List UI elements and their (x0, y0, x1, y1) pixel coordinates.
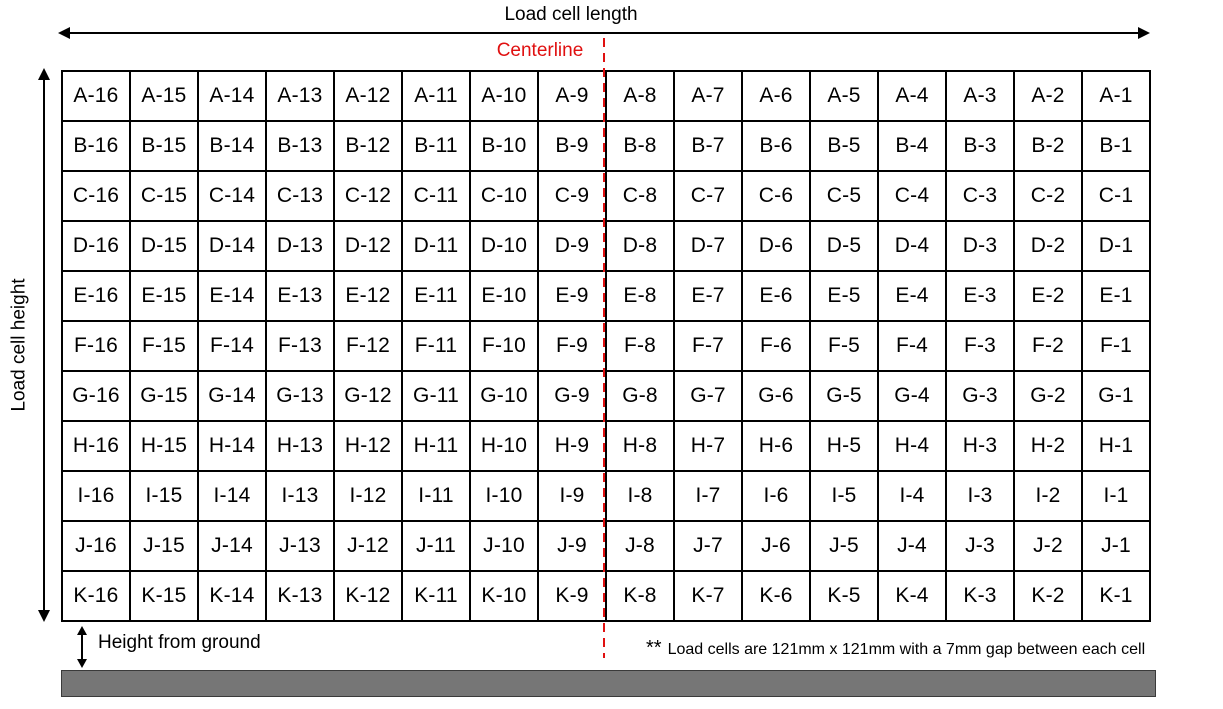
load-cell: D-2 (1014, 221, 1082, 271)
load-cell: I-10 (470, 471, 538, 521)
load-cell: I-15 (130, 471, 198, 521)
load-cell: J-6 (742, 521, 810, 571)
load-cell: B-1 (1082, 121, 1150, 171)
load-cell: J-11 (402, 521, 470, 571)
load-cell: E-5 (810, 271, 878, 321)
load-cell: B-13 (266, 121, 334, 171)
load-cell: H-1 (1082, 421, 1150, 471)
load-cell: K-8 (606, 571, 674, 621)
ground-bar (61, 670, 1156, 697)
load-cell: G-8 (606, 371, 674, 421)
load-cell: E-11 (402, 271, 470, 321)
load-cell: C-4 (878, 171, 946, 221)
load-cell: C-13 (266, 171, 334, 221)
load-cell: A-16 (62, 71, 130, 121)
load-cell: G-15 (130, 371, 198, 421)
load-cell: B-15 (130, 121, 198, 171)
centerline-label: Centerline (496, 40, 584, 61)
load-cell: C-1 (1082, 171, 1150, 221)
load-cell: H-10 (470, 421, 538, 471)
load-cell: I-1 (1082, 471, 1150, 521)
load-cell: K-12 (334, 571, 402, 621)
load-cell: I-14 (198, 471, 266, 521)
load-cell: E-8 (606, 271, 674, 321)
load-cell: F-9 (538, 321, 606, 371)
load-cell: F-11 (402, 321, 470, 371)
load-cell: A-7 (674, 71, 742, 121)
load-cell: G-9 (538, 371, 606, 421)
load-cell: I-9 (538, 471, 606, 521)
load-cell: G-1 (1082, 371, 1150, 421)
load-cell: K-6 (742, 571, 810, 621)
load-cell: A-6 (742, 71, 810, 121)
load-cell: A-2 (1014, 71, 1082, 121)
load-cell: B-6 (742, 121, 810, 171)
load-cell: I-12 (334, 471, 402, 521)
height-double-arrow (36, 68, 52, 622)
load-cell: F-16 (62, 321, 130, 371)
load-cell: J-14 (198, 521, 266, 571)
load-cell: A-13 (266, 71, 334, 121)
load-cell: A-1 (1082, 71, 1150, 121)
load-cell: B-12 (334, 121, 402, 171)
load-cell: C-6 (742, 171, 810, 221)
load-cell: C-5 (810, 171, 878, 221)
load-cell: H-8 (606, 421, 674, 471)
load-cell: A-9 (538, 71, 606, 121)
load-cell: B-3 (946, 121, 1014, 171)
load-cell: G-14 (198, 371, 266, 421)
load-cell: H-14 (198, 421, 266, 471)
load-cell: K-15 (130, 571, 198, 621)
load-cell: F-1 (1082, 321, 1150, 371)
load-cell: H-4 (878, 421, 946, 471)
load-cell: J-10 (470, 521, 538, 571)
load-cell: D-13 (266, 221, 334, 271)
load-cell: H-13 (266, 421, 334, 471)
load-cell: D-14 (198, 221, 266, 271)
load-cell: F-10 (470, 321, 538, 371)
load-cell: B-4 (878, 121, 946, 171)
load-cell: E-3 (946, 271, 1014, 321)
load-cell: G-12 (334, 371, 402, 421)
load-cell: E-9 (538, 271, 606, 321)
load-cell: I-11 (402, 471, 470, 521)
load-cell: K-3 (946, 571, 1014, 621)
load-cell: C-16 (62, 171, 130, 221)
load-cell: E-1 (1082, 271, 1150, 321)
load-cell: J-8 (606, 521, 674, 571)
load-cell: D-9 (538, 221, 606, 271)
load-cell: I-16 (62, 471, 130, 521)
load-cell: D-10 (470, 221, 538, 271)
load-cell: H-6 (742, 421, 810, 471)
load-cell: I-4 (878, 471, 946, 521)
load-cell: C-10 (470, 171, 538, 221)
load-cell: F-8 (606, 321, 674, 371)
load-cell: K-14 (198, 571, 266, 621)
load-cell: G-11 (402, 371, 470, 421)
load-cell: B-2 (1014, 121, 1082, 171)
load-cell: E-16 (62, 271, 130, 321)
load-cell: C-3 (946, 171, 1014, 221)
load-cell: J-12 (334, 521, 402, 571)
load-cell: J-9 (538, 521, 606, 571)
load-cell-height-label-wrap (4, 70, 36, 620)
footnote (646, 637, 1145, 660)
load-cell: H-11 (402, 421, 470, 471)
load-cell: C-2 (1014, 171, 1082, 221)
load-cell: G-4 (878, 371, 946, 421)
load-cell: C-11 (402, 171, 470, 221)
load-cell: F-5 (810, 321, 878, 371)
load-cell: C-8 (606, 171, 674, 221)
load-cell: F-6 (742, 321, 810, 371)
load-cell: F-4 (878, 321, 946, 371)
load-cell: B-8 (606, 121, 674, 171)
load-cell: A-10 (470, 71, 538, 121)
load-cell: E-14 (198, 271, 266, 321)
load-cell: A-12 (334, 71, 402, 121)
load-cell-height-label: Load cell height (9, 278, 31, 412)
load-cell: B-7 (674, 121, 742, 171)
height-from-ground-label: Height from ground (98, 632, 261, 653)
load-cell: H-7 (674, 421, 742, 471)
load-cell: I-2 (1014, 471, 1082, 521)
load-cell: E-12 (334, 271, 402, 321)
load-cell: G-6 (742, 371, 810, 421)
load-cell: C-9 (538, 171, 606, 221)
load-cell: I-3 (946, 471, 1014, 521)
load-cell: K-1 (1082, 571, 1150, 621)
load-cell: A-15 (130, 71, 198, 121)
load-cell: E-13 (266, 271, 334, 321)
load-cell: K-7 (674, 571, 742, 621)
load-cell: C-14 (198, 171, 266, 221)
load-cell: K-9 (538, 571, 606, 621)
load-cell: A-3 (946, 71, 1014, 121)
load-cell: E-6 (742, 271, 810, 321)
load-cell: A-5 (810, 71, 878, 121)
load-cell: D-15 (130, 221, 198, 271)
load-cell: A-4 (878, 71, 946, 121)
load-cell: E-2 (1014, 271, 1082, 321)
load-cell: C-12 (334, 171, 402, 221)
load-cell: E-15 (130, 271, 198, 321)
load-cell: H-9 (538, 421, 606, 471)
load-cell: E-10 (470, 271, 538, 321)
load-cell: J-1 (1082, 521, 1150, 571)
load-cell: E-7 (674, 271, 742, 321)
load-cell: H-12 (334, 421, 402, 471)
load-cell: H-5 (810, 421, 878, 471)
load-cell: J-3 (946, 521, 1014, 571)
load-cell: J-7 (674, 521, 742, 571)
load-cell: F-3 (946, 321, 1014, 371)
load-cell: C-7 (674, 171, 742, 221)
load-cell: G-13 (266, 371, 334, 421)
load-cell: H-16 (62, 421, 130, 471)
load-cell: C-15 (130, 171, 198, 221)
load-cell: K-5 (810, 571, 878, 621)
load-cell: F-2 (1014, 321, 1082, 371)
load-cell: K-10 (470, 571, 538, 621)
load-cell: J-2 (1014, 521, 1082, 571)
load-cell: F-7 (674, 321, 742, 371)
centerline-dashed-line (598, 38, 610, 658)
load-cell: H-15 (130, 421, 198, 471)
footnote-text: Load cells are 121mm x 121mm with a 7mm gap between each cell (667, 641, 1146, 658)
load-cell: I-13 (266, 471, 334, 521)
load-cell: D-16 (62, 221, 130, 271)
load-cell: D-3 (946, 221, 1014, 271)
load-cell: B-9 (538, 121, 606, 171)
load-cell: G-10 (470, 371, 538, 421)
load-cell: D-7 (674, 221, 742, 271)
load-cell: G-3 (946, 371, 1014, 421)
load-cell: K-16 (62, 571, 130, 621)
load-cell: J-4 (878, 521, 946, 571)
load-cell: B-5 (810, 121, 878, 171)
load-cell: B-16 (62, 121, 130, 171)
load-cell: F-13 (266, 321, 334, 371)
load-cell-length-label: Load cell length (504, 4, 638, 25)
load-cell: D-12 (334, 221, 402, 271)
load-cell: H-3 (946, 421, 1014, 471)
load-cell: B-14 (198, 121, 266, 171)
load-cell: A-14 (198, 71, 266, 121)
load-cell: G-7 (674, 371, 742, 421)
load-cell: F-12 (334, 321, 402, 371)
load-cell: G-16 (62, 371, 130, 421)
load-cell: D-1 (1082, 221, 1150, 271)
load-cell: F-15 (130, 321, 198, 371)
load-cell: D-6 (742, 221, 810, 271)
load-cell: G-2 (1014, 371, 1082, 421)
load-cell: K-13 (266, 571, 334, 621)
load-cell: I-5 (810, 471, 878, 521)
load-cell: D-5 (810, 221, 878, 271)
load-cell: I-6 (742, 471, 810, 521)
load-cell: J-16 (62, 521, 130, 571)
load-cell: B-11 (402, 121, 470, 171)
load-cell: G-5 (810, 371, 878, 421)
load-cell: F-14 (198, 321, 266, 371)
load-cell: D-8 (606, 221, 674, 271)
load-cell: E-4 (878, 271, 946, 321)
load-cell: H-2 (1014, 421, 1082, 471)
load-cell: I-7 (674, 471, 742, 521)
load-cell: J-13 (266, 521, 334, 571)
load-cell: J-15 (130, 521, 198, 571)
footnote-marker: ** (646, 637, 662, 659)
load-cell: D-4 (878, 221, 946, 271)
load-cell: D-11 (402, 221, 470, 271)
load-cell: A-11 (402, 71, 470, 121)
load-cell: B-10 (470, 121, 538, 171)
load-cell: K-11 (402, 571, 470, 621)
load-cell: K-4 (878, 571, 946, 621)
load-cell: I-8 (606, 471, 674, 521)
load-cell: J-5 (810, 521, 878, 571)
load-cell: A-8 (606, 71, 674, 121)
ground-height-arrow (74, 626, 90, 668)
load-cell: K-2 (1014, 571, 1082, 621)
